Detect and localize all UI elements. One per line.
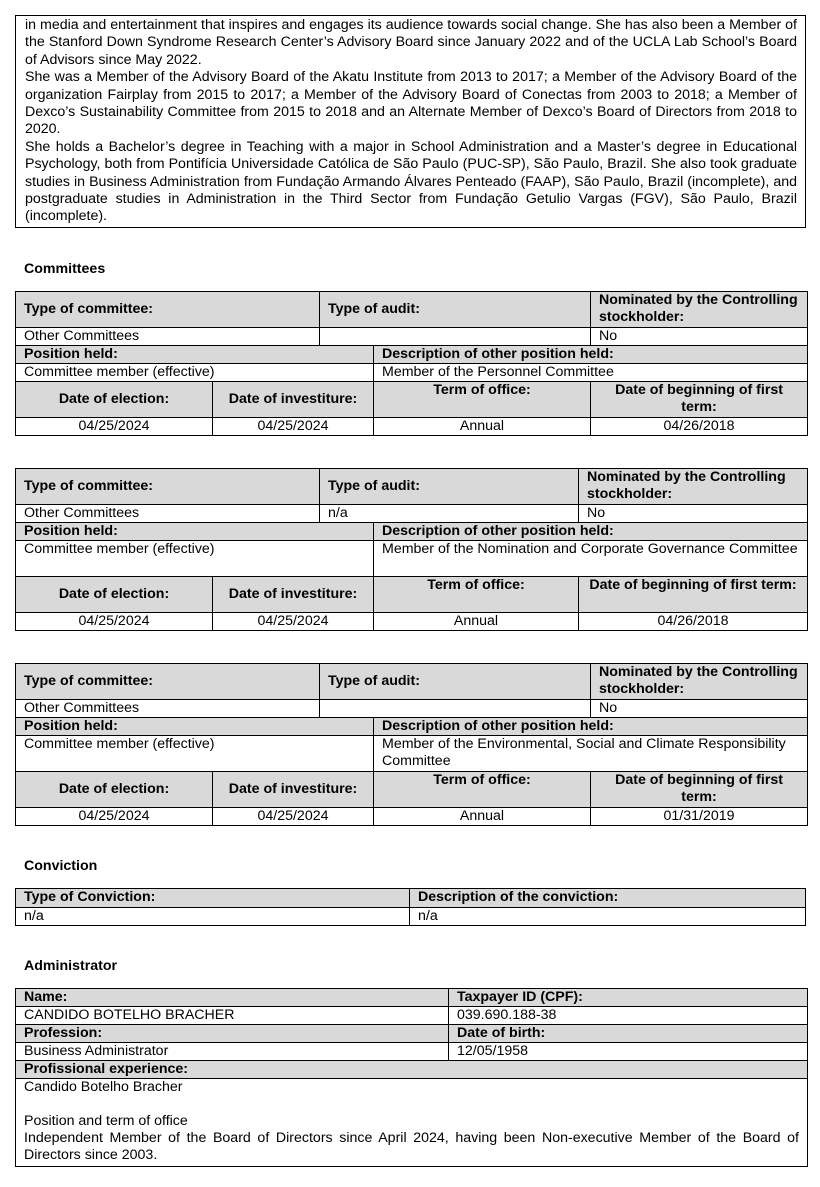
- bio-paragraph: She holds a Bachelor’s degree in Teaching with a major in School Administration and a Master’s degree in Educational Psychology, both from Pontifícia Universidade Católica de São Paulo (PUC-SP), São Paulo, Brazil. She also took graduate studies in Business Administration from Fundação Armando Álvares Penteado (FAAP), São Paulo, Brazil (incomplete), and postgraduate studies in Administration in the Third Sector from Fundação Getulio Vargas (FGV), São Paulo, Brazil (incomplete).: [25, 138, 797, 225]
- conviction-title: Conviction: [24, 858, 98, 874]
- term-of-office-value: Annual: [374, 808, 591, 826]
- date-of-election-label: Date of election:: [16, 772, 213, 808]
- type-of-audit-label: Type of audit:: [320, 292, 591, 328]
- date-of-investiture-value: 04/25/2024: [213, 418, 374, 436]
- conviction-table: [15, 888, 806, 926]
- professional-experience-value: [16, 1079, 808, 1167]
- type-of-committee-value: Other Committees: [16, 505, 320, 523]
- name-label: Name:: [16, 989, 449, 1007]
- cpf-label: Taxpayer ID (CPF):: [449, 989, 808, 1007]
- bio-paragraph: She was a Member of the Advisory Board of the Akatu Institute from 2013 to 2017; a Member of the Advisory Board of the organization Fairplay from 2015 to 2017; a Member of the Advisory Board of Conectas from 2003 to 2018; a Member of Dexco’s Sustainability Committee from 2015 to 2018 and an Alternate Member of Dexco’s Board of Directors from 2018 to 2020.: [25, 69, 797, 138]
- date-first-term-value: 04/26/2018: [579, 613, 808, 631]
- date-of-election-label: Date of election:: [16, 382, 213, 418]
- committee-table: [15, 291, 808, 436]
- nominated-label: Nominated by the Controlling stockholder:: [591, 292, 808, 328]
- description-other-label: Description of other position held:: [374, 346, 808, 364]
- date-of-investiture-value: 04/25/2024: [213, 808, 374, 826]
- date-first-term-label: Date of beginning of first term:: [591, 382, 808, 418]
- nominated-value: No: [591, 328, 808, 346]
- type-of-conviction-value: n/a: [16, 908, 410, 926]
- professional-experience-label: Profissional experience:: [16, 1061, 808, 1079]
- type-of-committee-label: Type of committee:: [16, 292, 320, 328]
- type-of-committee-value: Other Committees: [16, 328, 320, 346]
- date-of-investiture-label: Date of investiture:: [213, 382, 374, 418]
- type-of-conviction-label: Type of Conviction:: [16, 889, 410, 908]
- type-of-audit-label: Type of audit:: [320, 664, 591, 700]
- date-of-investiture-label: Date of investiture:: [213, 577, 374, 613]
- description-other-value: Member of the Personnel Committee: [374, 364, 808, 382]
- administrator-title: Administrator: [24, 958, 118, 974]
- description-of-conviction-label: Description of the conviction:: [410, 889, 806, 908]
- committees-title: Committees: [24, 261, 106, 277]
- nominated-label: Nominated by the Controlling stockholder:: [591, 664, 808, 700]
- date-first-term-value: 01/31/2019: [591, 808, 808, 826]
- term-of-office-label: Term of office:: [374, 382, 591, 418]
- term-of-office-value: Annual: [374, 613, 579, 631]
- term-of-office-label: Term of office:: [374, 772, 591, 808]
- description-other-label: Description of other position held:: [374, 718, 808, 736]
- profession-value: Business Administrator: [16, 1043, 449, 1061]
- cpf-value: 039.690.188-38: [449, 1007, 808, 1025]
- administrator-table: [15, 988, 808, 1167]
- term-of-office-value: Annual: [374, 418, 591, 436]
- position-held-value: Committee member (effective): [16, 541, 374, 577]
- name-value: CANDIDO BOTELHO BRACHER: [16, 1007, 449, 1025]
- date-of-election-value: 04/25/2024: [16, 808, 213, 826]
- nominated-value: No: [579, 505, 808, 523]
- experience-heading: Position and term of office: [24, 1113, 188, 1129]
- date-of-election-value: 04/25/2024: [16, 613, 213, 631]
- date-first-term-label: Date of beginning of first term:: [591, 772, 808, 808]
- type-of-audit-value: n/a: [320, 505, 579, 523]
- profession-label: Profession:: [16, 1025, 449, 1043]
- description-other-label: Description of other position held:: [374, 523, 808, 541]
- type-of-committee-label: Type of committee:: [16, 469, 320, 505]
- committee-table: [15, 663, 808, 826]
- experience-text: Independent Member of the Board of Directors since April 2024, having been Non-executive Member of the Board of Directors since 2003.: [24, 1130, 799, 1163]
- biography-box: [15, 15, 806, 228]
- type-of-audit-value: [320, 700, 591, 718]
- description-other-value: Member of the Environmental, Social and Climate Responsibility Committee: [374, 736, 808, 772]
- position-held-value: Committee member (effective): [16, 364, 374, 382]
- description-of-conviction-value: n/a: [410, 908, 806, 926]
- date-of-investiture-value: 04/25/2024: [213, 613, 374, 631]
- committee-table: [15, 468, 808, 631]
- type-of-committee-value: Other Committees: [16, 700, 320, 718]
- bio-paragraph: in media and entertainment that inspires and engages its audience towards social change. She has also been a Member of the Stanford Down Syndrome Research Center’s Advisory Board since January 2022 and of the UCLA Lab School’s Board of Advisors since May 2022.: [25, 17, 797, 68]
- date-of-investiture-label: Date of investiture:: [213, 772, 374, 808]
- position-held-label: Position held:: [16, 346, 374, 364]
- date-of-election-label: Date of election:: [16, 577, 213, 613]
- position-held-label: Position held:: [16, 718, 374, 736]
- type-of-committee-label: Type of committee:: [16, 664, 320, 700]
- description-other-value: Member of the Nomination and Corporate Governance Committee: [374, 541, 808, 577]
- type-of-audit-label: Type of audit:: [320, 469, 579, 505]
- date-first-term-label: Date of beginning of first term:: [579, 577, 808, 613]
- type-of-audit-value: [320, 328, 591, 346]
- experience-name: Candido Botelho Bracher: [24, 1079, 183, 1095]
- date-of-election-value: 04/25/2024: [16, 418, 213, 436]
- nominated-label: Nominated by the Controlling stockholder:: [579, 469, 808, 505]
- date-of-birth-value: 12/05/1958: [449, 1043, 808, 1061]
- position-held-label: Position held:: [16, 523, 374, 541]
- nominated-value: No: [591, 700, 808, 718]
- date-first-term-value: 04/26/2018: [591, 418, 808, 436]
- date-of-birth-label: Date of birth:: [449, 1025, 808, 1043]
- term-of-office-label: Term of office:: [374, 577, 579, 613]
- position-held-value: Committee member (effective): [16, 736, 374, 772]
